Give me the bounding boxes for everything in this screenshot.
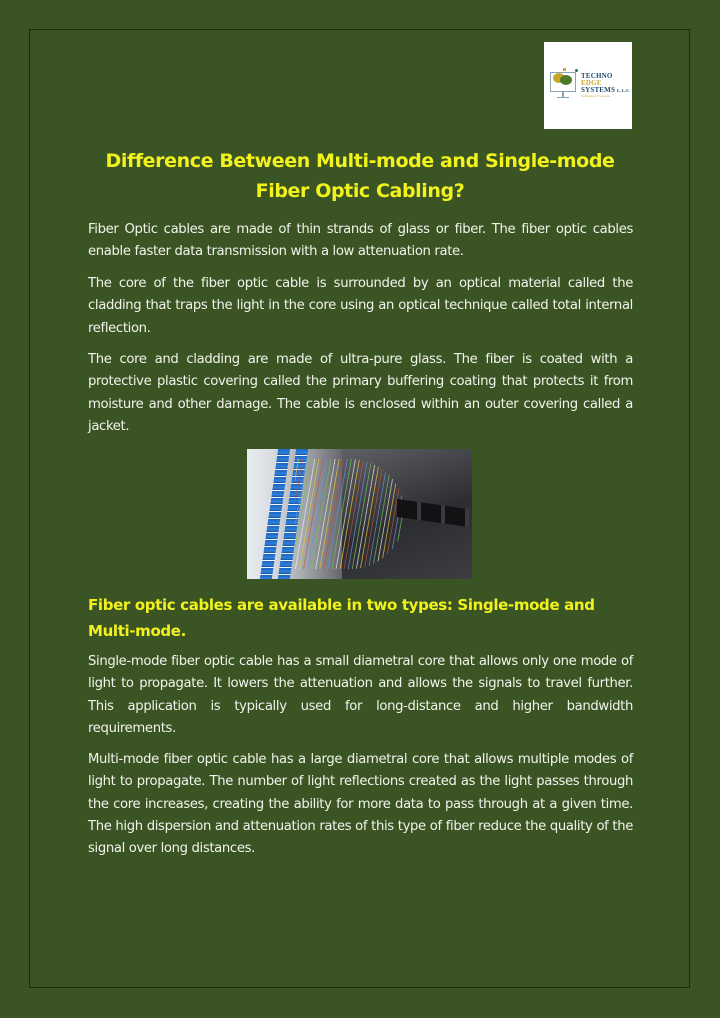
logo-line-1: TECHNO <box>581 72 613 80</box>
logo-accent-dot <box>563 68 566 71</box>
logo-suffix: L.L.C <box>617 88 630 93</box>
intro-paragraph-3: The core and cladding are made of ultra-pure glass. The fiber is coated with a protective plastic covering called the primary buffering coating that protects it from moisture and other damage. The cable is enclosed within an outer covering called a jacket. <box>88 352 633 434</box>
single-mode-paragraph: Single-mode fiber optic cable has a small diametral core that allows only one mode of light to propagate. It lowers the attenuation and allows the signals to travel further. This application is typically used for long-distance and higher bandwidth requirements. <box>88 654 633 736</box>
intro-paragraph-2: The core of the fiber optic cable is surrounded by an optical material called the cladding that traps the light in the core using an optical technique called total internal reflection. <box>88 276 633 336</box>
monitor-base-icon <box>557 97 569 98</box>
page-title <box>60 146 660 206</box>
page-title-line-1: Difference Between Multi-mode and Single-mode <box>105 150 615 172</box>
fiber-pigtails <box>295 459 405 569</box>
fiber-patch-panel-image <box>247 449 472 579</box>
logo-line-3: SYSTEMS <box>581 86 616 94</box>
multi-mode-paragraph: Multi-mode fiber optic cable has a large diametral core that allows multiple modes of light to propagate. The number of light reflections created as the light passes through the core increases, creating the ability for more data to pass through at a given time. The high dispersion and attenuation rates of this type of fiber reduce the quality of the signal over long distances. <box>88 752 633 857</box>
logo-line-2: EDGE <box>581 79 602 87</box>
intro-paragraph-1: Fiber Optic cables are made of thin strands of glass or fiber. The fiber optic cables enable faster data transmission with a low attenuation rate. <box>88 222 633 260</box>
logo-wordmark <box>581 73 630 94</box>
page-title-line-2: Fiber Optic Cabling? <box>255 180 465 202</box>
tree-icon <box>560 75 572 85</box>
logo-tagline: Technology for Tomorrow <box>581 95 610 98</box>
section-heading: Fiber optic cables are available in two types: Single-mode and Multi-mode. <box>88 596 595 640</box>
company-logo <box>544 42 632 129</box>
